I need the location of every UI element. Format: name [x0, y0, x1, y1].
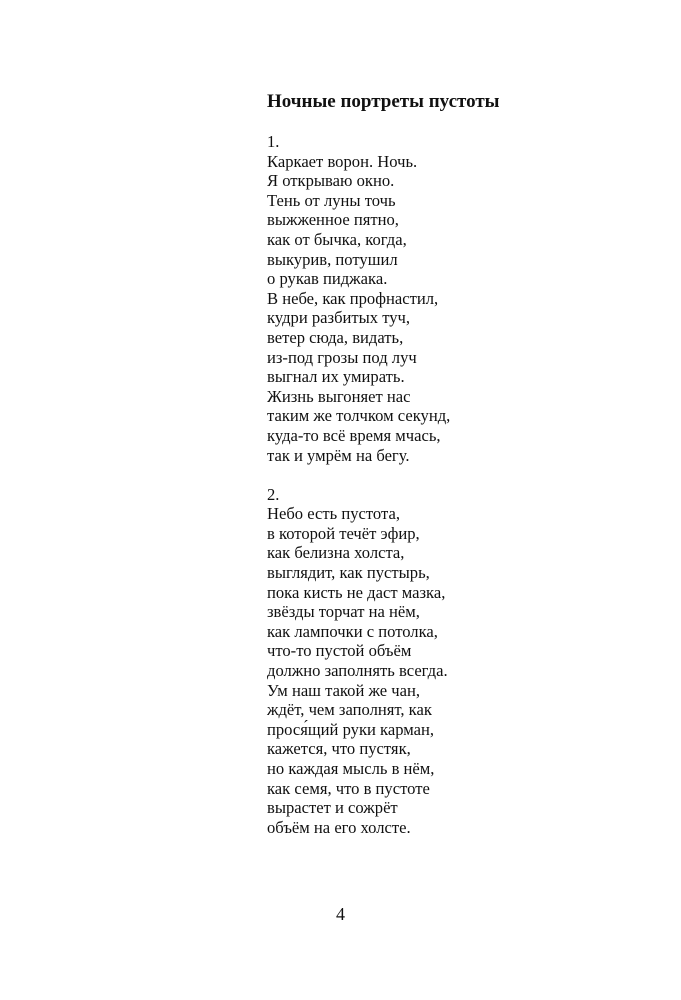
poem-line: должно заполнять всегда. — [267, 661, 448, 681]
poem-line: Ум наш такой же чан, — [267, 680, 420, 700]
poem-line: ветер сюда, видать, — [267, 327, 404, 347]
poem-section-2 — [267, 485, 450, 838]
page-number: 4 — [336, 904, 345, 924]
poem-line: Каркает ворон. Ночь. — [267, 151, 418, 171]
poem-line: но каждая мысль в нём, — [267, 759, 435, 778]
poem-line: кудри разбитых туч, — [267, 308, 411, 328]
poem-line: о рукав пиджака. — [267, 269, 388, 289]
poem-line: выжженное пятно, — [267, 210, 399, 230]
poem-line: В небе, как профнастил, — [267, 288, 439, 308]
poem-line: что-то пустой объём — [267, 641, 412, 661]
poem-line: Тень от луны точь — [267, 190, 396, 210]
poem-line: как семя, что в пустоте — [267, 778, 430, 798]
poem-line: так и умрём на бегу. — [267, 445, 410, 465]
poem-line: как лампочки с потолка, — [267, 621, 438, 641]
poem-line: пока кисть не даст мазка, — [267, 582, 446, 602]
poem-line: Небо есть пустота, — [267, 504, 400, 524]
poem-line: Жизнь выгоняет нас — [267, 386, 411, 406]
poem-title: Ночные портреты пустоты — [267, 91, 500, 112]
poem-line: куда-то всё время мчась, — [267, 425, 441, 445]
poem-line: таким же толчком секунд, — [267, 406, 451, 426]
poem-line: звёзды торчат на нём, — [267, 602, 420, 622]
poem-line: в которой течёт эфир, — [267, 523, 420, 543]
poem-line: из-под грозы под луч — [267, 347, 417, 367]
poem-line: кажется, что пустяк, — [267, 739, 411, 759]
poem-line: объём на его холсте. — [267, 817, 411, 837]
poem-body — [267, 132, 450, 857]
poem-line: выгнал их умирать. — [267, 367, 405, 387]
poem-line: выглядит, как пустырь, — [267, 563, 430, 583]
poem-line: Я открываю окно. — [267, 171, 395, 191]
poem-line: выкурив, потушил — [267, 249, 398, 269]
poem-line: как белизна холста, — [267, 543, 405, 563]
poem-line: прося́щий руки карман, — [267, 719, 435, 739]
section-number: 1. — [267, 132, 280, 151]
poem-line: как от бычка, когда, — [267, 229, 407, 249]
section-number: 2. — [267, 484, 280, 504]
poem-line: ждёт, чем заполнят, как — [267, 700, 432, 720]
poem-line: вырастет и сожрёт — [267, 798, 398, 818]
poem-section-1 — [267, 132, 450, 465]
